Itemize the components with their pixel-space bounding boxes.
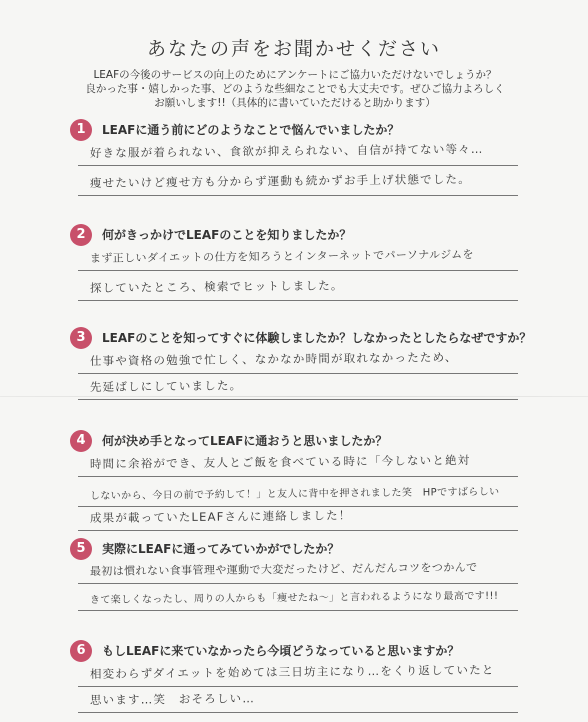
handwritten-answer: しないから、今日の前で予約して！」と友人に背中を押されました笑 HPですばらしい [89,486,500,502]
question-text: 実際にLEAFに通ってみていかがでしたか？ [102,542,340,556]
handwritten-answer: 先延ばしにしていました。 [89,378,243,395]
question-number-badge: 2 [70,224,92,246]
answer-line [78,682,518,713]
intro-line: お願いします!!（具体的に書いていただけると助かります） [154,97,436,109]
answer-line [78,446,518,477]
question-text: 何がきっかけでLEAFのことを知りましたか？ [102,228,352,242]
handwritten-answer: 時間に余裕ができ、友人とご飯を食べている時に「今しないと絶対 [89,453,471,472]
answer-line [78,270,518,301]
intro-line: 良かった事・嬉しかった事、どのような些細なことでも大丈夫です。ぜひご協力よろしく [85,83,505,95]
handwritten-answer: 相変わらずダイエットを始めては三日坊主になり…をくり返していたと [89,662,495,682]
handwritten-answer: 仕事や資格の勉強で忙しく、なかなか時間が取れなかったため、 [89,350,458,369]
answer-line [78,240,518,271]
answer-line [78,580,518,611]
question-number-badge: 4 [70,430,92,452]
handwritten-answer: 思います…笑 おそろしい… [89,691,256,708]
question-number-badge: 3 [70,327,92,349]
handwritten-answer: 痩せたいけど痩せ方も分からず運動も続かずお手上げ状態でした。 [89,172,471,191]
answer-line [78,165,518,196]
question-text: 何が決め手となってLEAFに通おうと思いましたか？ [102,434,388,448]
handwritten-answer: 最初は慣れない食事管理や運動で大変だったけど、だんだんコツをつかんで [89,560,478,579]
handwritten-answer: 成果が載っていたLEAFさんに連絡しました！ [89,508,352,526]
paper-fold [0,396,588,397]
handwritten-answer: きて楽しくなったし、周りの人からも「痩せたね〜」と言われるようになり最高です!!! [89,590,499,606]
question-number-badge: 6 [70,640,92,662]
intro-text [60,68,530,110]
page-title: あなたの声をお聞かせください [146,38,441,60]
handwritten-answer: まず正しいダイエットの仕方を知ろうとインターネットでパーソナルジムを [89,247,474,266]
question-number-badge: 5 [70,538,92,560]
intro-line: LEAFの今後のサービスの向上のためにアンケートにご協力いただけないでしょうか？ [93,69,497,81]
handwritten-answer: 好きな服が着られない、食欲が抑えられない、自信が持てない等々… [89,141,484,161]
question-text: LEAFに通う前にどのようなことで悩んでいましたか？ [102,123,400,137]
question-text: もしLEAFに来ていなかったら今頃どうなっていると思いますか？ [102,644,460,658]
question-number-badge: 1 [70,119,92,141]
question-text: LEAFのことを知ってすぐに体験しましたか？しなかったとしたらなぜですか？ [102,331,532,345]
answer-line [78,135,518,166]
handwritten-answer: 探していたところ、検索でヒットしました。 [89,278,344,296]
answer-line [78,500,518,531]
